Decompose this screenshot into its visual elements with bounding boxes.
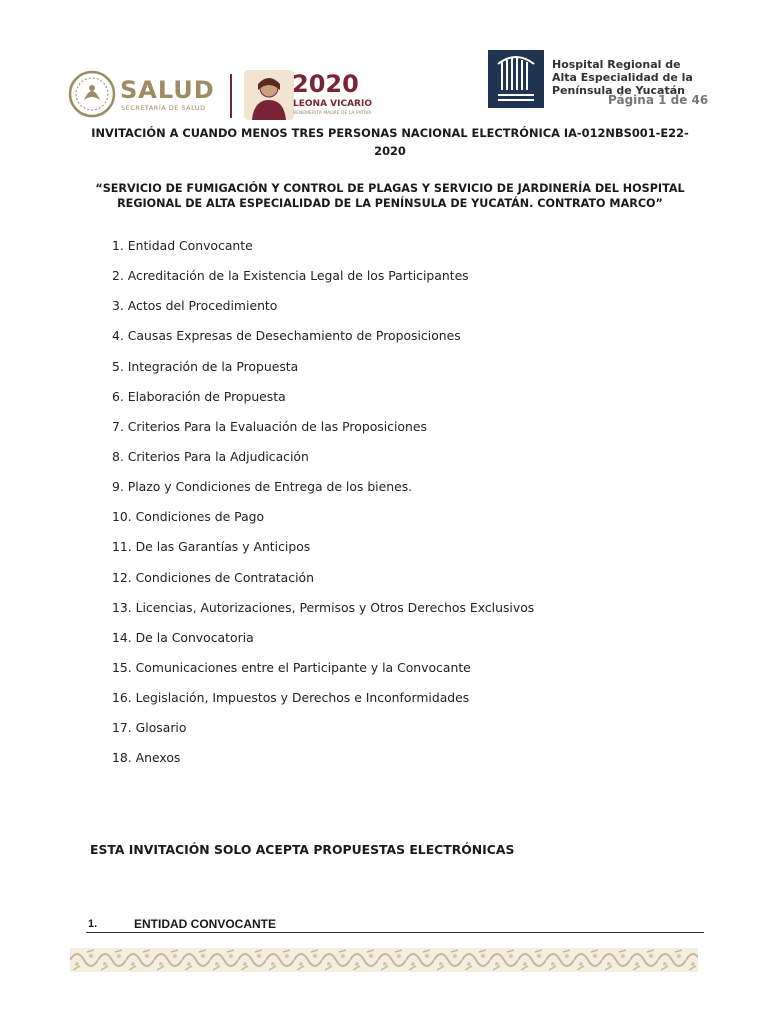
toc-item: 2. Acreditación de la Existencia Legal de los Participantes	[112, 268, 469, 284]
decorative-footer-pattern-icon	[70, 948, 698, 972]
toc-item: 13. Licencias, Autorizaciones, Permisos y Otros Derechos Exclusivos	[112, 599, 535, 615]
eagle-seal-icon	[68, 70, 116, 118]
leona-vicario-logo	[244, 70, 376, 120]
document-title: INVITACIÓN A CUANDO MENOS TRES PERSONAS NACIONAL ELECTRÓNICA IA-012NBS001-E22- 2020	[91, 126, 689, 158]
toc-item: 5. Integración de la Propuesta	[112, 358, 299, 374]
electronic-proposals-notice: ESTA INVITACIÓN SOLO ACEPTA PROPUESTAS ELECTRÓNICAS	[90, 842, 515, 857]
toc-item: 10. Condiciones de Pago	[112, 509, 265, 525]
section-rule	[86, 932, 704, 933]
service-title: “SERVICIO DE FUMIGACIÓN Y CONTROL DE PLAGAS Y SERVICIO DE JARDINERÍA DEL HOSPITAL REGIONAL DE ALTA ESPECIALIDAD DE LA PENÍNSULA DE YUCATÁN. CONTRATO MARCO”	[95, 182, 685, 210]
leona-subtitle: BENEMÉRITA MADRE DE LA PATRIA	[293, 111, 372, 116]
toc-item: 6. Elaboración de Propuesta	[112, 388, 286, 404]
portrait-icon	[244, 70, 294, 120]
toc-item: 1. Entidad Convocante	[112, 238, 253, 253]
toc-item: 8. Criterios Para la Adjudicación	[112, 448, 309, 464]
salud-logo	[68, 70, 218, 120]
hospital-logo-icon	[488, 50, 544, 108]
toc-item: 18. Anexos	[112, 750, 181, 766]
logo-divider	[230, 74, 232, 118]
toc-item: 9. Plazo y Condiciones de Entrega de los bienes.	[112, 479, 413, 495]
toc-item: 3. Actos del Procedimiento	[112, 298, 278, 314]
toc-item: 7. Criterios Para la Evaluación de las Proposiciones	[112, 418, 427, 434]
page-number: Página 1 de 46	[608, 93, 709, 107]
toc-item: 16. Legislación, Impuestos y Derechos e Inconformidades	[112, 690, 470, 706]
leona-name: LEONA VICARIO	[293, 99, 372, 109]
toc-item: 11. De las Garantías y Anticipos	[112, 539, 311, 555]
toc-item: 15. Comunicaciones entre el Participante y la Convocante	[112, 659, 471, 675]
toc-item: 17. Glosario	[112, 720, 187, 736]
toc-item: 12. Condiciones de Contratación	[112, 569, 314, 585]
toc-item: 14. De la Convocatoria	[112, 629, 254, 645]
section-number: 1.	[88, 918, 98, 930]
salud-wordmark: SALUD	[120, 76, 215, 104]
section-title: ENTIDAD CONVOCANTE	[134, 917, 277, 931]
hospital-name: Hospital Regional de Alta Especialidad de la Península de Yucatán	[552, 58, 693, 97]
salud-subtitle: SECRETARÍA DE SALUD	[121, 104, 206, 112]
table-of-contents	[112, 238, 534, 781]
leona-year: 2020	[292, 70, 359, 98]
toc-item: 4. Causas Expresas de Desechamiento de Proposiciones	[112, 328, 461, 344]
